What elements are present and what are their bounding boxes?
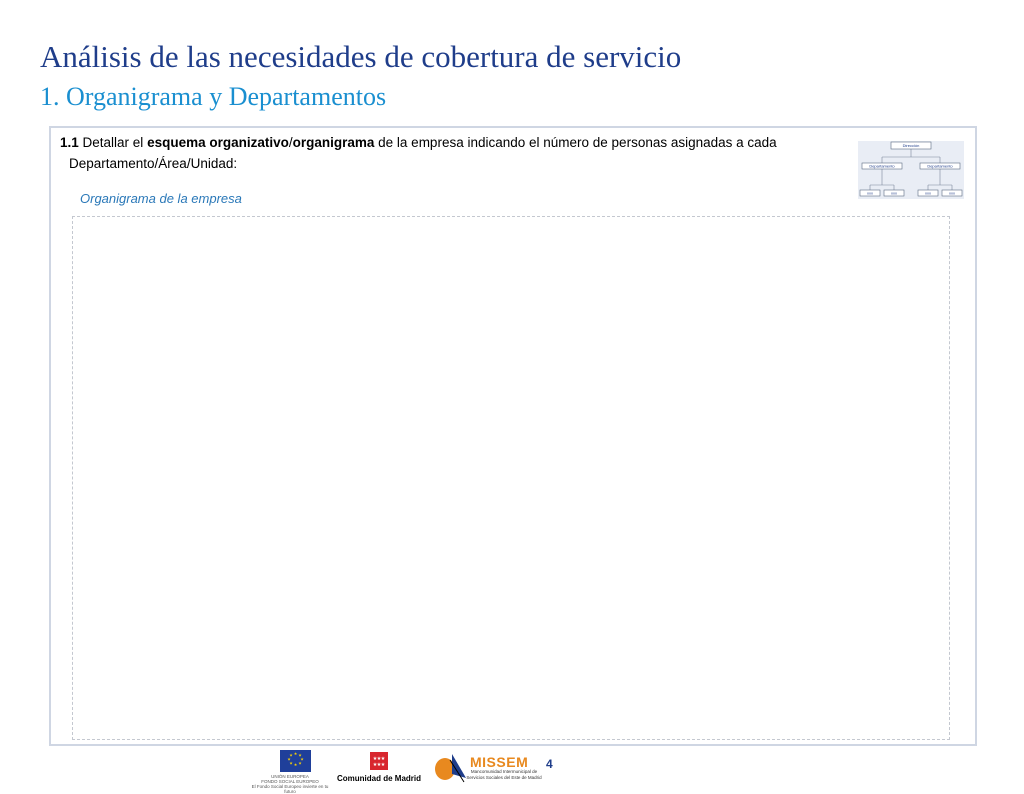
page-subtitle: 1. Organigrama y Departamentos	[40, 82, 387, 111]
instruction-bold-a: esquema organizativo	[147, 135, 289, 150]
eu-logo	[250, 748, 330, 794]
example-leaf-label: xxx	[925, 190, 931, 196]
instruction-slash: /	[288, 135, 293, 150]
example-org-chart-graphic	[858, 141, 964, 199]
missem-logo	[432, 748, 542, 791]
eu-flag-icon	[280, 750, 311, 772]
svg-text:★: ★	[380, 756, 386, 762]
comunidad-madrid-logo	[332, 748, 426, 791]
example-org-chart	[858, 141, 964, 199]
org-chart-input-area[interactable]	[72, 216, 950, 740]
svg-text:★: ★	[380, 762, 386, 768]
svg-text:★: ★	[298, 752, 302, 758]
svg-text:★: ★	[293, 762, 298, 767]
svg-text:★: ★	[289, 752, 293, 758]
madrid-flag-icon	[370, 752, 388, 770]
page-number: 4	[546, 757, 553, 771]
svg-text:★: ★	[300, 756, 304, 762]
svg-text:★: ★	[298, 760, 302, 766]
example-leaf-label: xxx	[867, 190, 873, 196]
svg-text:★: ★	[372, 756, 378, 762]
example-top-label: Dirección	[902, 143, 920, 148]
svg-text:★: ★	[293, 751, 298, 756]
missem-emblem-icon	[432, 750, 468, 790]
svg-text:★: ★	[289, 760, 293, 766]
missem-name: MISSEM	[470, 754, 529, 770]
instruction-number: 1.1	[60, 135, 79, 150]
comunidad-madrid-text: Comunidad de Madrid	[337, 774, 421, 783]
footer-logos	[250, 748, 550, 794]
svg-text:★: ★	[372, 762, 378, 768]
example-dept-right-label: Departamento	[927, 163, 953, 169]
eu-logo-text: UNIÓN EUROPEA FONDO SOCIAL EUROPEO El Fondo Social Europeo invierte en tu futuro	[251, 774, 329, 794]
svg-text:★: ★	[287, 756, 291, 762]
missem-description: Mancomunidad Intermunicipal de Servicios Sociales del Este de Madrid	[466, 769, 542, 780]
page-title: Análisis de las necesidades de cobertura de servicio	[40, 39, 682, 74]
instruction-text-a: Detallar el	[78, 135, 148, 150]
section-caption: Organigrama de la empresa	[80, 191, 242, 206]
instruction-text-b: de la empresa indicando el número de personas asignadas a cada	[374, 135, 777, 150]
instruction-text	[60, 132, 843, 174]
svg-text:★: ★	[376, 762, 382, 768]
example-leaf-label: xxx	[949, 190, 955, 196]
instruction-line-2: Departamento/Área/Unidad:	[69, 156, 238, 171]
svg-text:★: ★	[376, 756, 382, 762]
example-dept-left-label: Departamento	[869, 163, 895, 169]
example-leaf-label: xxx	[891, 190, 897, 196]
instruction-bold-b: organigrama	[292, 135, 375, 150]
